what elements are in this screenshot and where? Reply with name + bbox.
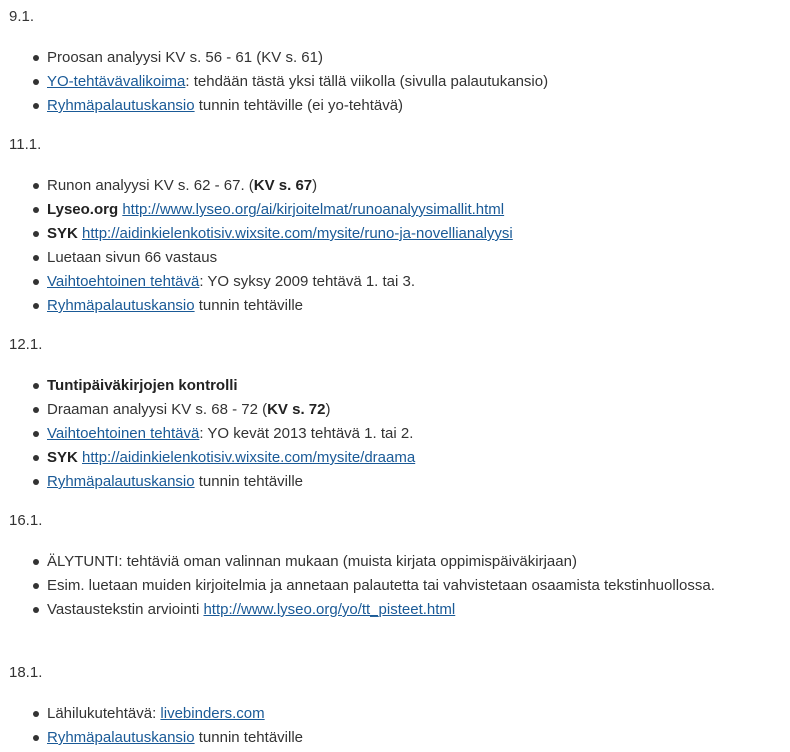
task-item <box>0 470 790 494</box>
day-section <box>0 7 790 118</box>
task-item <box>0 198 790 222</box>
item-bold-text: SYK <box>47 225 78 242</box>
task-list <box>0 374 790 494</box>
vaihtoehtoinen-tehtava-link[interactable]: Vaihtoehtoinen tehtävä <box>47 425 200 442</box>
task-item <box>0 294 790 318</box>
task-item <box>0 422 790 446</box>
item-text: ) <box>325 401 331 418</box>
day-section <box>0 135 790 318</box>
task-list <box>0 550 790 622</box>
day-section <box>0 335 790 494</box>
day-heading: 18.1. <box>9 664 43 681</box>
item-text: : YO kevät 2013 tehtävä 1. tai 2. <box>199 425 414 442</box>
task-item <box>0 246 790 270</box>
item-text: Runon analyysi KV s. 62 - 67. ( <box>47 177 254 194</box>
day-heading: 16.1. <box>9 512 43 529</box>
task-item <box>0 598 790 622</box>
lyseo-pisteet-link[interactable]: http://www.lyseo.org/yo/tt_pisteet.html <box>203 601 456 618</box>
ryhmapalautuskansio-link[interactable]: Ryhmäpalautuskansio <box>47 297 195 314</box>
day-section <box>0 663 790 750</box>
task-item <box>0 702 790 726</box>
task-item <box>0 446 790 470</box>
item-text: Esim. luetaan muiden kirjoitelmia ja annetaan palautetta tai vahvistetaan osaamista tekstinhuollossa. <box>47 577 715 594</box>
item-bold-text: Tuntipäiväkirjojen kontrolli <box>47 377 238 394</box>
task-item <box>0 46 790 70</box>
item-bold-text: SYK <box>47 449 78 466</box>
item-text: tunnin tehtäville (ei yo-tehtävä) <box>194 97 404 114</box>
task-item <box>0 574 790 598</box>
item-bold-text: KV s. 72 <box>267 401 326 418</box>
task-item <box>0 174 790 198</box>
yo-tehtavavalikoima-link[interactable]: YO-tehtävävalikoima <box>47 73 186 90</box>
item-text: tunnin tehtäville <box>194 729 303 746</box>
item-text: ÄLYTUNTI: tehtäviä oman valinnan mukaan (muista kirjata oppimispäiväkirjaan) <box>47 553 577 570</box>
task-item <box>0 94 790 118</box>
ryhmapalautuskansio-link[interactable]: Ryhmäpalautuskansio <box>47 729 195 746</box>
item-text: Proosan analyysi KV s. 56 - 61 (KV s. 61) <box>47 49 323 66</box>
item-text: Vastaustekstin arviointi <box>47 601 204 618</box>
livebinders-link[interactable]: livebinders.com <box>160 705 265 722</box>
item-text: Draaman analyysi KV s. 68 - 72 ( <box>47 401 268 418</box>
vaihtoehtoinen-tehtava-link[interactable]: Vaihtoehtoinen tehtävä <box>47 273 200 290</box>
day-section <box>0 511 790 622</box>
task-item <box>0 270 790 294</box>
item-text: ) <box>312 177 318 194</box>
item-text: tunnin tehtäville <box>194 297 303 314</box>
day-heading: 11.1. <box>9 136 42 153</box>
item-text: Lähilukutehtävä: <box>47 705 161 722</box>
item-text: : YO syksy 2009 tehtävä 1. tai 3. <box>199 273 416 290</box>
lyseo-runoanalyysi-link[interactable]: http://www.lyseo.org/ai/kirjoitelmat/runoanalyysimallit.html <box>122 201 505 218</box>
task-list <box>0 702 790 750</box>
syk-draama-link[interactable]: http://aidinkielenkotisiv.wixsite.com/mysite/draama <box>82 449 416 466</box>
task-item <box>0 70 790 94</box>
task-list <box>0 46 790 118</box>
task-item <box>0 550 790 574</box>
task-list <box>0 174 790 318</box>
item-text: Luetaan sivun 66 vastaus <box>47 249 218 266</box>
task-item <box>0 374 790 398</box>
item-text: : tehdään tästä yksi tällä viikolla (sivulla palautukansio) <box>185 73 549 90</box>
item-bold-text: KV s. 67 <box>253 177 313 194</box>
task-item <box>0 222 790 246</box>
day-heading: 12.1. <box>9 336 43 353</box>
task-item <box>0 398 790 422</box>
item-bold-text: Lyseo.org <box>47 201 119 218</box>
task-item <box>0 726 790 750</box>
syk-runo-link[interactable]: http://aidinkielenkotisiv.wixsite.com/mysite/runo-ja-novellianalyysi <box>82 225 513 242</box>
ryhmapalautuskansio-link[interactable]: Ryhmäpalautuskansio <box>47 473 195 490</box>
day-heading: 9.1. <box>9 8 35 25</box>
item-text: tunnin tehtäville <box>194 473 303 490</box>
ryhmapalautuskansio-link[interactable]: Ryhmäpalautuskansio <box>47 97 195 114</box>
